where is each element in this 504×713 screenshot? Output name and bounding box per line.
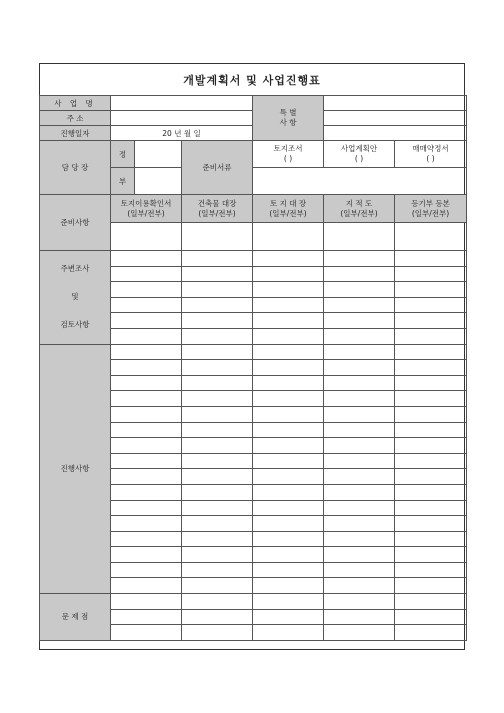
special-notes-label: 특 별 사 항 — [253, 96, 324, 141]
progress-cell[interactable] — [253, 531, 324, 547]
manager-secondary-field[interactable] — [135, 168, 182, 195]
progress-cell[interactable] — [324, 391, 395, 407]
progress-cell[interactable] — [253, 516, 324, 532]
business-name-field[interactable] — [111, 96, 253, 111]
progress-label: 진행사항 — [40, 344, 111, 594]
progress-cell[interactable] — [253, 547, 324, 563]
progress-cell[interactable] — [182, 469, 253, 485]
progress-cell[interactable] — [111, 391, 182, 407]
progress-cell[interactable] — [395, 469, 467, 485]
progress-cell[interactable] — [395, 531, 467, 547]
progress-cell[interactable] — [253, 562, 324, 578]
manager-label: 담 당 장 — [40, 141, 111, 195]
progress-cell[interactable] — [395, 484, 467, 500]
survey-cell[interactable] — [111, 297, 182, 313]
survey-cell[interactable] — [253, 313, 324, 329]
progress-cell[interactable] — [395, 406, 467, 422]
plan-table — [39, 95, 467, 641]
progress-cell[interactable] — [395, 344, 467, 360]
doc-business-plan: 사업계획안 ( ) — [324, 141, 395, 168]
progress-cell[interactable] — [253, 422, 324, 438]
special-notes-field-2[interactable] — [324, 111, 467, 126]
survey-cell[interactable] — [182, 266, 253, 282]
issues-cell[interactable] — [395, 594, 467, 610]
survey-cell[interactable] — [111, 266, 182, 282]
survey-cell[interactable] — [182, 328, 253, 344]
issues-cell[interactable] — [111, 594, 182, 610]
progress-cell[interactable] — [395, 562, 467, 578]
progress-cell[interactable] — [253, 500, 324, 516]
progress-cell[interactable] — [395, 360, 467, 376]
progress-cell[interactable] — [324, 438, 395, 454]
progress-cell[interactable] — [324, 469, 395, 485]
progress-cell[interactable] — [395, 516, 467, 532]
survey-cell[interactable] — [253, 328, 324, 344]
survey-cell[interactable] — [253, 297, 324, 313]
progress-cell[interactable] — [111, 516, 182, 532]
survey-cell[interactable] — [182, 282, 253, 298]
progress-cell[interactable] — [395, 500, 467, 516]
issues-cell[interactable] — [395, 609, 467, 625]
date-field[interactable]: 20 년 월 일 — [111, 126, 253, 141]
progress-cell[interactable] — [395, 453, 467, 469]
prep-field-2[interactable] — [182, 223, 253, 251]
progress-cell[interactable] — [253, 469, 324, 485]
progress-cell[interactable] — [111, 484, 182, 500]
progress-cell[interactable] — [182, 406, 253, 422]
prep-field-5[interactable] — [395, 223, 467, 251]
progress-cell[interactable] — [111, 453, 182, 469]
progress-cell[interactable] — [111, 406, 182, 422]
progress-cell[interactable] — [111, 344, 182, 360]
progress-cell[interactable] — [182, 391, 253, 407]
issues-cell[interactable] — [324, 609, 395, 625]
issues-cell[interactable] — [111, 625, 182, 641]
manager-primary-label: 정 — [111, 141, 135, 168]
form-title: 개발계획서 및 사업진행표 — [40, 64, 464, 96]
progress-cell[interactable] — [182, 344, 253, 360]
progress-cell[interactable] — [324, 406, 395, 422]
manager-secondary-label: 부 — [111, 168, 135, 195]
progress-cell[interactable] — [253, 344, 324, 360]
progress-cell[interactable] — [253, 406, 324, 422]
progress-cell[interactable] — [111, 422, 182, 438]
survey-cell[interactable] — [111, 282, 182, 298]
progress-cell[interactable] — [324, 453, 395, 469]
issues-cell[interactable] — [111, 609, 182, 625]
progress-cell[interactable] — [182, 375, 253, 391]
progress-cell[interactable] — [395, 391, 467, 407]
progress-cell[interactable] — [324, 578, 395, 594]
progress-cell[interactable] — [111, 547, 182, 563]
progress-cell[interactable] — [324, 422, 395, 438]
progress-cell[interactable] — [395, 438, 467, 454]
progress-cell[interactable] — [182, 453, 253, 469]
doc-land-survey: 토지조서 ( ) — [253, 141, 324, 168]
progress-cell[interactable] — [111, 469, 182, 485]
special-notes-field-3[interactable] — [324, 126, 467, 141]
progress-cell[interactable] — [253, 375, 324, 391]
survey-cell[interactable] — [253, 251, 324, 267]
progress-cell[interactable] — [182, 422, 253, 438]
progress-cell[interactable] — [111, 375, 182, 391]
progress-cell[interactable] — [253, 453, 324, 469]
survey-cell[interactable] — [182, 313, 253, 329]
survey-cell[interactable] — [324, 328, 395, 344]
docs-label: 준비서류 — [182, 141, 253, 195]
survey-cell[interactable] — [395, 328, 467, 344]
survey-cell[interactable] — [324, 251, 395, 267]
progress-cell[interactable] — [111, 360, 182, 376]
progress-cell[interactable] — [111, 438, 182, 454]
survey-cell[interactable] — [253, 282, 324, 298]
survey-cell[interactable] — [324, 313, 395, 329]
doc-sales-agreement: 매매약정서 ( ) — [395, 141, 467, 168]
survey-cell[interactable] — [395, 313, 467, 329]
form-sheet — [39, 63, 465, 650]
progress-cell[interactable] — [324, 500, 395, 516]
survey-cell[interactable] — [182, 297, 253, 313]
progress-cell[interactable] — [324, 531, 395, 547]
survey-cell[interactable] — [111, 251, 182, 267]
progress-cell[interactable] — [395, 375, 467, 391]
survey-cell[interactable] — [395, 266, 467, 282]
issues-label: 문 제 점 — [40, 594, 111, 641]
issues-cell[interactable] — [395, 625, 467, 641]
progress-cell[interactable] — [253, 578, 324, 594]
prep-field-3[interactable] — [253, 223, 324, 251]
progress-cell[interactable] — [324, 516, 395, 532]
progress-cell[interactable] — [182, 516, 253, 532]
progress-cell[interactable] — [324, 360, 395, 376]
progress-cell[interactable] — [182, 360, 253, 376]
issues-cell[interactable] — [182, 594, 253, 610]
address-field[interactable] — [111, 111, 253, 126]
prep-label: 준비사항 — [40, 195, 111, 251]
survey-cell[interactable] — [324, 282, 395, 298]
prep-field-1[interactable] — [111, 223, 182, 251]
progress-cell[interactable] — [182, 562, 253, 578]
progress-cell[interactable] — [111, 578, 182, 594]
survey-cell[interactable] — [111, 313, 182, 329]
prep-item-cadastral-map: 지 적 도 (일부/전부) — [324, 195, 395, 223]
survey-cell[interactable] — [324, 297, 395, 313]
progress-cell[interactable] — [395, 578, 467, 594]
issues-cell[interactable] — [324, 594, 395, 610]
prep-item-registry-copy: 등기부 등본 (일부/전부) — [395, 195, 467, 223]
business-name-label: 사 업 명 — [40, 96, 111, 111]
survey-cell[interactable] — [395, 297, 467, 313]
address-label: 주 소 — [40, 111, 111, 126]
prep-field-4[interactable] — [324, 223, 395, 251]
survey-cell[interactable] — [324, 266, 395, 282]
manager-primary-field[interactable] — [135, 141, 182, 168]
survey-label: 주변조사 및 검토사항 — [40, 251, 111, 345]
progress-cell[interactable] — [253, 360, 324, 376]
progress-cell[interactable] — [111, 562, 182, 578]
progress-cell[interactable] — [182, 438, 253, 454]
progress-cell[interactable] — [324, 344, 395, 360]
progress-cell[interactable] — [395, 547, 467, 563]
issues-cell[interactable] — [182, 609, 253, 625]
progress-cell[interactable] — [182, 531, 253, 547]
progress-cell[interactable] — [253, 438, 324, 454]
progress-cell[interactable] — [395, 422, 467, 438]
progress-cell[interactable] — [324, 562, 395, 578]
prep-item-land-use: 토지이용확인서 (일부/전부) — [111, 195, 182, 223]
prep-item-building-register: 건축물 대장 (일부/전부) — [182, 195, 253, 223]
docs-field[interactable] — [253, 168, 467, 195]
special-notes-field[interactable] — [324, 96, 467, 111]
progress-cell[interactable] — [111, 531, 182, 547]
survey-cell[interactable] — [182, 251, 253, 267]
progress-cell[interactable] — [324, 484, 395, 500]
survey-cell[interactable] — [253, 266, 324, 282]
survey-cell[interactable] — [111, 328, 182, 344]
progress-cell[interactable] — [182, 578, 253, 594]
date-label: 진행일자 — [40, 126, 111, 141]
progress-cell[interactable] — [324, 375, 395, 391]
issues-cell[interactable] — [182, 625, 253, 641]
progress-cell[interactable] — [253, 484, 324, 500]
progress-cell[interactable] — [111, 500, 182, 516]
progress-cell[interactable] — [253, 391, 324, 407]
survey-cell[interactable] — [395, 282, 467, 298]
progress-cell[interactable] — [182, 500, 253, 516]
progress-cell[interactable] — [182, 547, 253, 563]
prep-item-land-register: 토 지 대 장 (일부/전부) — [253, 195, 324, 223]
issues-cell[interactable] — [324, 625, 395, 641]
issues-cell[interactable] — [253, 594, 324, 610]
progress-cell[interactable] — [182, 484, 253, 500]
survey-cell[interactable] — [395, 251, 467, 267]
progress-cell[interactable] — [324, 547, 395, 563]
issues-cell[interactable] — [253, 609, 324, 625]
issues-cell[interactable] — [253, 625, 324, 641]
